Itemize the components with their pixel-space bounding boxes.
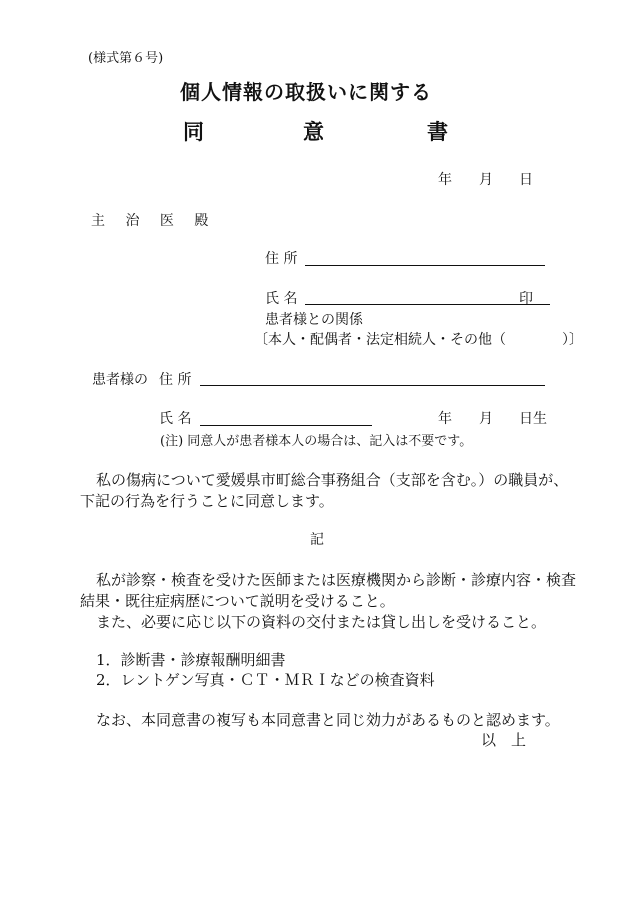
end-mark: 以 上 bbox=[481, 731, 527, 749]
patient-address-label: 住 所 bbox=[159, 372, 192, 388]
signer-seal-label: 印 bbox=[519, 291, 533, 307]
page-title: 個人情報の取扱いに関する bbox=[180, 80, 432, 104]
para2-line2: 結果・既往症病歴について説明を受けること。 bbox=[80, 592, 395, 610]
title-char-1: 同 bbox=[183, 119, 204, 144]
patient-address-line[interactable] bbox=[200, 385, 545, 386]
list-item-2: 2．レントゲン写真・ＣＴ・ＭＲＩなどの検査資料 bbox=[96, 671, 435, 689]
signer-address-label: 住 所 bbox=[265, 251, 298, 267]
birth-day-label: 日生 bbox=[519, 411, 547, 427]
title-char-3: 書 bbox=[427, 119, 448, 144]
patient-prefix: 患者様の bbox=[92, 372, 148, 388]
patient-name-label: 氏 名 bbox=[159, 411, 192, 427]
para2-line1: 私が診察・検査を受けた医師または医療機関から診断・診療内容・検査 bbox=[96, 571, 577, 589]
addressee: 主 治 医 殿 bbox=[91, 213, 217, 229]
para3: また、必要に応じ以下の資料の交付または貸し出しを受けること。 bbox=[96, 613, 547, 631]
patient-name-line[interactable] bbox=[200, 425, 372, 426]
closing-statement: なお、本同意書の複写も本同意書と同じ効力があるものと認めます。 bbox=[96, 711, 560, 729]
signer-address-line[interactable] bbox=[305, 265, 545, 266]
list-item-1: 1．診断書・診療報酬明細書 bbox=[96, 651, 286, 669]
relation-label: 患者様との関係 bbox=[265, 312, 363, 328]
para1-line2: 下記の行為を行うことに同意します。 bbox=[80, 492, 334, 510]
date-year-label: 年 bbox=[438, 172, 452, 188]
form-number: (様式第６号) bbox=[88, 51, 164, 66]
date-month-label: 月 bbox=[479, 172, 493, 188]
ki-heading: 記 bbox=[310, 532, 324, 548]
date-day-label: 日 bbox=[519, 172, 533, 188]
relation-options: 〔本人・配偶者・法定相続人・その他（ ）〕 bbox=[254, 332, 583, 348]
title-char-2: 意 bbox=[303, 119, 324, 144]
signer-name-line[interactable] bbox=[305, 304, 550, 305]
birth-year-label: 年 bbox=[438, 411, 452, 427]
patient-note: (注) 同意人が患者様本人の場合は、記入は不要です。 bbox=[160, 434, 473, 449]
signer-name-label: 氏 名 bbox=[265, 291, 298, 307]
para1-line1: 私の傷病について愛媛県市町総合事務組合（支部を含む。）の職員が、 bbox=[96, 471, 569, 489]
birth-month-label: 月 bbox=[479, 411, 493, 427]
